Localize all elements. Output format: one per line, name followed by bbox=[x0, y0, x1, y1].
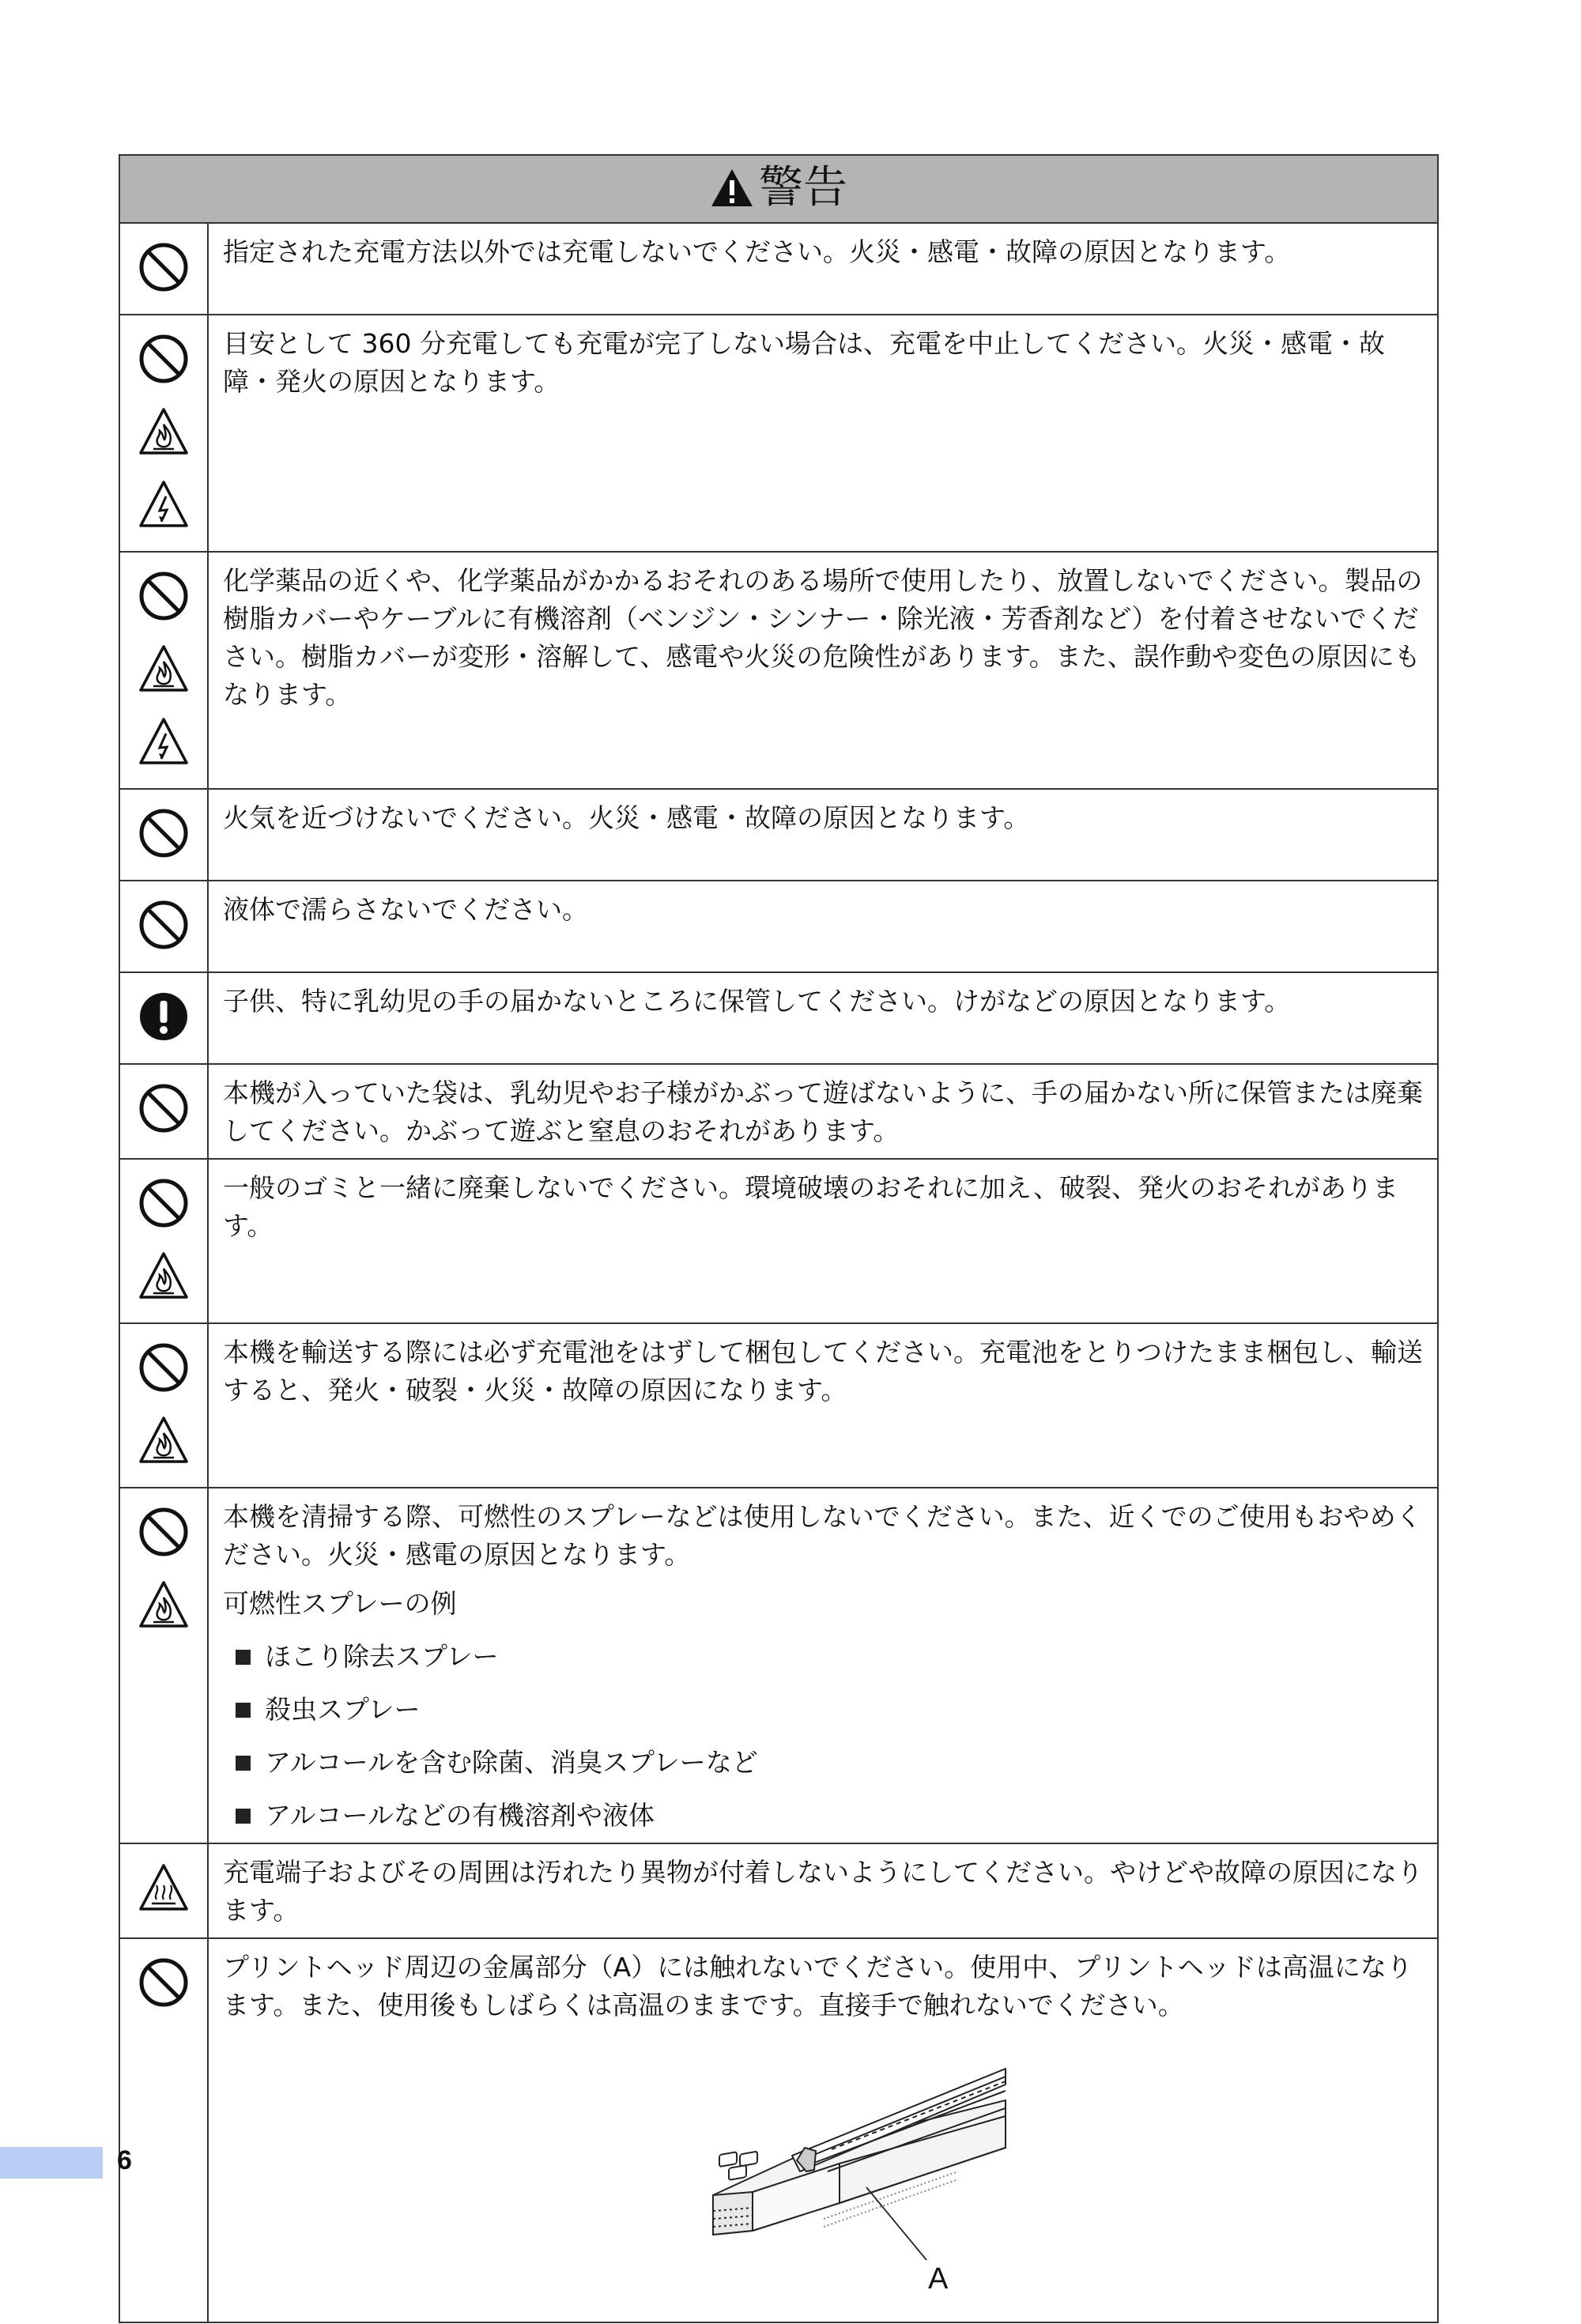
prohibition-icon bbox=[138, 1506, 190, 1558]
warning-row bbox=[119, 315, 1438, 552]
warning-row-icons bbox=[119, 315, 208, 552]
warning-row-text bbox=[208, 223, 1438, 315]
warning-text: 一般のゴミと一緒に廃棄しないでください。環境破壊のおそれに加え、破裂、発火のおそれがあります。 bbox=[223, 1172, 1398, 1241]
warning-row bbox=[119, 1488, 1438, 1843]
prohibition-icon bbox=[138, 570, 190, 622]
warning-title: 警告 bbox=[759, 162, 847, 213]
warning-row-text bbox=[208, 1159, 1438, 1323]
figure-label: A bbox=[928, 2262, 949, 2296]
fire-hazard-icon bbox=[138, 1579, 190, 1631]
page-number: 6 bbox=[117, 2145, 132, 2175]
warning-text: 本機が入っていた袋は、乳幼児やお子様がかぶって遊ばないように、手の届かない所に保管または廃棄してください。かぶって遊ぶと窒息のおそれがあります。 bbox=[223, 1077, 1423, 1146]
warning-row-text bbox=[208, 1064, 1438, 1159]
fire-hazard-icon bbox=[138, 406, 190, 458]
warning-text: 本機を清掃する際、可燃性のスプレーなどは使用しないでください。また、近くでのご使用もおやめください。火災・感電の原因となります。 bbox=[223, 1501, 1422, 1570]
warning-row bbox=[119, 1938, 1438, 2322]
hot-surface-icon bbox=[138, 1862, 190, 1914]
warning-row-text bbox=[208, 1323, 1438, 1488]
prohibition-icon bbox=[138, 1956, 190, 2009]
list-item bbox=[223, 1638, 1423, 1676]
warning-row-icons bbox=[119, 972, 208, 1064]
warning-text: 液体で濡らさないでください。 bbox=[223, 894, 588, 925]
electric-shock-icon bbox=[138, 715, 190, 768]
list-item bbox=[223, 1744, 1423, 1782]
printer-figure bbox=[697, 2053, 1029, 2314]
warning-row-text bbox=[208, 552, 1438, 789]
square-bullet-icon bbox=[236, 1756, 251, 1771]
warning-row bbox=[119, 789, 1438, 881]
list-item bbox=[223, 1797, 1423, 1835]
warning-rows bbox=[119, 223, 1438, 2322]
warning-row-icons bbox=[119, 1323, 208, 1488]
square-bullet-icon bbox=[236, 1703, 251, 1718]
warning-row-icons bbox=[119, 1938, 208, 2322]
warning-row-text bbox=[208, 789, 1438, 881]
example-list bbox=[223, 1638, 1423, 1835]
warning-row-icons bbox=[119, 881, 208, 972]
example-heading: 可燃性スプレーの例 bbox=[223, 1588, 457, 1619]
warning-row bbox=[119, 1843, 1438, 1938]
list-item-text: 殺虫スプレー bbox=[265, 1694, 421, 1725]
warning-row-icons bbox=[119, 1064, 208, 1159]
prohibition-icon bbox=[138, 1082, 190, 1134]
warning-text: 子供、特に乳幼児の手の届かないところに保管してください。けがなどの原因となります。 bbox=[223, 986, 1291, 1017]
warning-row-icons bbox=[119, 552, 208, 789]
electric-shock-icon bbox=[138, 478, 190, 530]
warning-row bbox=[119, 1064, 1438, 1159]
list-item-text: アルコールを含む除菌、消臭スプレーなど bbox=[265, 1747, 758, 1778]
warning-row bbox=[119, 1159, 1438, 1323]
fire-hazard-icon bbox=[138, 643, 190, 695]
warning-row bbox=[119, 972, 1438, 1064]
fire-hazard-icon bbox=[138, 1414, 190, 1466]
warning-row-text bbox=[208, 881, 1438, 972]
fire-hazard-icon bbox=[138, 1250, 190, 1302]
warning-row bbox=[119, 552, 1438, 789]
page-tab-bar bbox=[0, 2147, 103, 2179]
warning-row-icons bbox=[119, 223, 208, 315]
prohibition-icon bbox=[138, 899, 190, 951]
printer-illustration bbox=[697, 2053, 1029, 2314]
prohibition-icon bbox=[138, 333, 190, 385]
warning-row bbox=[119, 1323, 1438, 1488]
warning-text: 充電端子およびその周囲は汚れたり異物が付着しないようにしてください。やけどや故障の原因になります。 bbox=[223, 1857, 1423, 1926]
list-item-text: ほこり除去スプレー bbox=[265, 1641, 499, 1672]
warning-row-text bbox=[208, 972, 1438, 1064]
list-item bbox=[223, 1691, 1423, 1729]
warning-text: 目安として 360 分充電しても充電が完了しない場合は、充電を中止してください。火災・感電・故障・発火の原因となります。 bbox=[223, 328, 1385, 397]
prohibition-icon bbox=[138, 1341, 190, 1394]
warning-row-icons bbox=[119, 1843, 208, 1938]
warning-row-text bbox=[208, 315, 1438, 552]
warning-row-text bbox=[208, 1488, 1438, 1843]
warning-row-icons bbox=[119, 789, 208, 881]
warning-row-icons bbox=[119, 1159, 208, 1323]
warning-row-text bbox=[208, 1938, 1438, 2322]
warning-row-icons bbox=[119, 1488, 208, 1843]
warning-triangle-icon bbox=[710, 168, 754, 209]
warning-text: プリントヘッド周辺の金属部分（A）には触れないでください。使用中、プリントヘッドは高温になります。また、使用後もしばらくは高温のままです。直接手で触れないでください。 bbox=[223, 1952, 1413, 2020]
warning-table bbox=[119, 154, 1439, 2323]
warning-text: 化学薬品の近くや、化学薬品がかかるおそれのある場所で使用したり、放置しないでください。製品の樹脂カバーやケーブルに有機溶剤（ベンジン・シンナー・除光液・芳香剤など）を付着させないでください。樹脂カバーが変形・溶解して、感電や火災の危険性があります。また、誤作動や変色の原因にもなります。 bbox=[223, 565, 1423, 710]
warning-row bbox=[119, 881, 1438, 972]
square-bullet-icon bbox=[236, 1809, 251, 1824]
warning-text: 火気を近づけないでください。火災・感電・故障の原因となります。 bbox=[223, 802, 1030, 833]
prohibition-icon bbox=[138, 241, 190, 293]
square-bullet-icon bbox=[236, 1650, 251, 1665]
warning-row bbox=[119, 223, 1438, 315]
list-item-text: アルコールなどの有機溶剤や液体 bbox=[265, 1800, 655, 1831]
prohibition-icon bbox=[138, 807, 190, 859]
warning-header bbox=[119, 155, 1438, 223]
warning-text: 指定された充電方法以外では充電しないでください。火災・感電・故障の原因となります。 bbox=[223, 236, 1291, 267]
warning-row-text bbox=[208, 1843, 1438, 1938]
mandatory-action-icon bbox=[138, 990, 190, 1043]
warning-text: 本機を輸送する際には必ず充電池をはずして梱包してください。充電池をとりつけたまま梱包し、輸送すると、発火・破裂・火災・故障の原因になります。 bbox=[223, 1337, 1423, 1405]
prohibition-icon bbox=[138, 1177, 190, 1229]
